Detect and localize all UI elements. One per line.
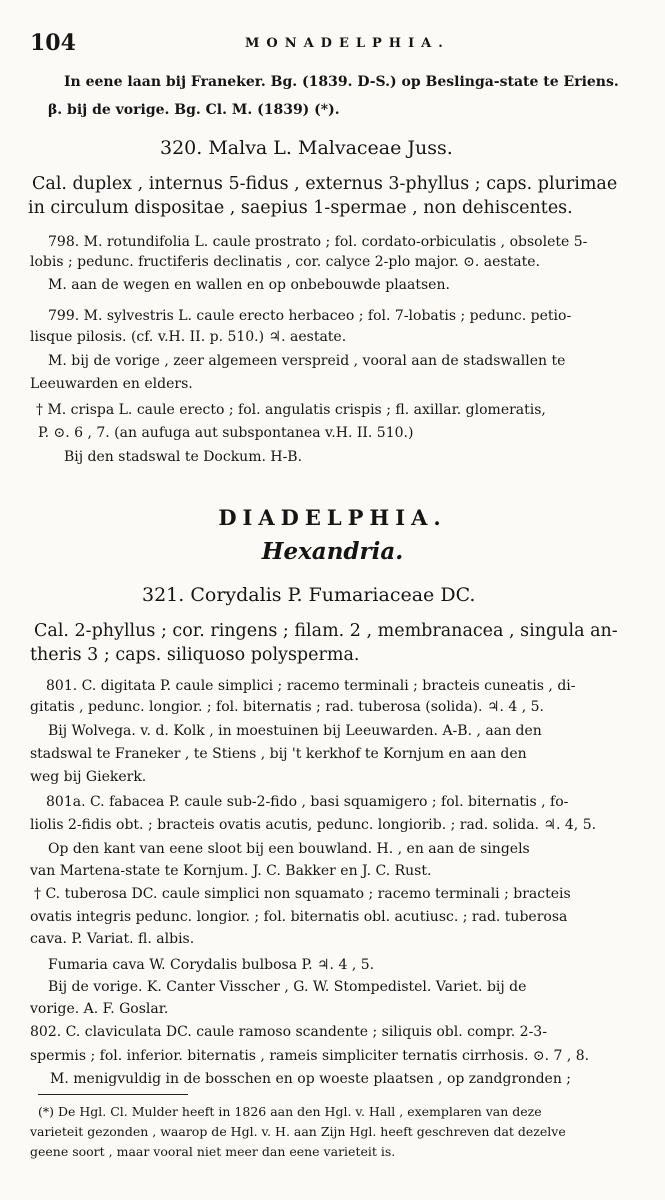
intro-line: β. bij de vorige. Bg. Cl. M. (1839) (*). (48, 102, 340, 118)
genus-title-corydalis: 321. Corydalis P. Fumariaceae DC. (142, 584, 476, 606)
footnote-line: (*) De Hgl. Cl. Mulder heeft in 1826 aan den Hgl. v. Hall , exemplaren van deze (38, 1104, 542, 1119)
species-line: 802. C. claviculata DC. caule ramoso scandente ; siliquis obl. compr. 2-3- (30, 1024, 547, 1040)
species-line: M. bij de vorige , zeer algemeen verspreid , vooral aan de stadswallen te (48, 353, 566, 369)
page-number: 104 (30, 30, 76, 56)
species-line: vorige. A. F. Goslar. (30, 1001, 169, 1017)
species-line: † C. tuberosa DC. caule simplici non squamato ; racemo terminali ; bracteis (34, 886, 571, 902)
species-line: Bij de vorige. K. Canter Visscher , G. W. Stompedistel. Variet. bij de (48, 979, 527, 995)
footnote-rule (38, 1094, 188, 1095)
species-line: Fumaria cava W. Corydalis bulbosa P. ♃. 4 , 5. (48, 957, 375, 973)
species-line: stadswal te Franeker , te Stiens , bij 't kerkhof te Kornjum en aan den (30, 746, 527, 762)
species-line: lisque pilosis. (cf. v.H. II. p. 510.) ♃. aestate. (30, 329, 347, 345)
genus-description: Cal. 2-phyllus ; cor. ringens ; filam. 2 , membranacea , singula an- (34, 621, 618, 641)
intro-line: In eene laan bij Franeker. Bg. (1839. D-S.) op Beslinga-state te Eriens. (64, 74, 619, 90)
page-header (30, 30, 635, 60)
genus-description: in circulum dispositae , saepius 1-spermae , non dehiscentes. (28, 198, 573, 218)
species-line: Leeuwarden en elders. (30, 376, 193, 392)
species-line: Op den kant van eene sloot bij een bouwland. H. , en aan de singels (48, 841, 530, 857)
running-title: MONADELPHIA. (245, 36, 450, 51)
species-line: M. aan de wegen en wallen en op onbebouwde plaatsen. (48, 277, 450, 293)
species-line: cava. P. Variat. fl. albis. (30, 931, 195, 947)
footnote-line: varieteit gezonden , waarop de Hgl. v. H. aan Zijn Hgl. heeft geschreven dat dezelve (30, 1124, 566, 1139)
species-line: † M. crispa L. caule erecto ; fol. angulatis crispis ; fl. axillar. glomeratis, (36, 402, 546, 418)
species-line: 798. M. rotundifolia L. caule prostrato ; fol. cordato-orbiculatis , obsolete 5- (48, 234, 588, 250)
species-line: liolis 2-fidis obt. ; bracteis ovatis acutis, pedunc. longiorib. ; rad. solida. ♃. 4, 5. (30, 817, 597, 833)
species-line: weg bij Giekerk. (30, 769, 147, 785)
species-line: M. menigvuldig in de bosschen en op woeste plaatsen , op zandgronden ; (50, 1071, 572, 1087)
genus-description: Cal. duplex , internus 5-fidus , externus 3-phyllus ; caps. plurimae (32, 174, 618, 194)
species-line: ovatis integris pedunc. longior. ; fol. biternatis obl. acutiusc. ; rad. tuberosa (30, 909, 568, 925)
species-line: gitatis , pedunc. longior. ; fol. biternatis ; rad. tuberosa (solida). ♃. 4 , 5. (30, 699, 545, 715)
order-title: Hexandria. (261, 538, 404, 565)
species-line: 801a. C. fabacea P. caule sub-2-fido , basi squamigero ; fol. biternatis , fo- (46, 794, 569, 810)
footnote-line: geene soort , maar vooral niet meer dan eene varieteit is. (30, 1144, 396, 1159)
species-line: Bij den stadswal te Dockum. H-B. (64, 449, 303, 465)
species-line: spermis ; fol. inferior. biternatis , rameis simpliciter ternatis cirrhosis. ⊙. 7 , 8. (30, 1048, 590, 1064)
genus-description: theris 3 ; caps. siliquoso polysperma. (30, 645, 360, 665)
species-line: 799. M. sylvestris L. caule erecto herbaceo ; fol. 7-lobatis ; pedunc. petio- (48, 308, 572, 324)
genus-title-malva: 320. Malva L. Malvaceae Juss. (160, 137, 453, 159)
species-line: Bij Wolvega. v. d. Kolk , in moestuinen bij Leeuwarden. A-B. , aan den (48, 723, 542, 739)
species-line: van Martena-state te Kornjum. J. C. Bakker en J. C. Rust. (30, 863, 432, 879)
class-title: DIADELPHIA. (218, 505, 447, 530)
species-line: P. ⊙. 6 , 7. (an aufuga aut subspontanea v.H. II. 510.) (38, 425, 414, 441)
species-line: 801. C. digitata P. caule simplici ; racemo terminali ; bracteis cuneatis , di- (46, 678, 576, 694)
species-line: lobis ; pedunc. fructiferis declinatis , cor. calyce 2-plo major. ⊙. aestate. (30, 254, 540, 270)
